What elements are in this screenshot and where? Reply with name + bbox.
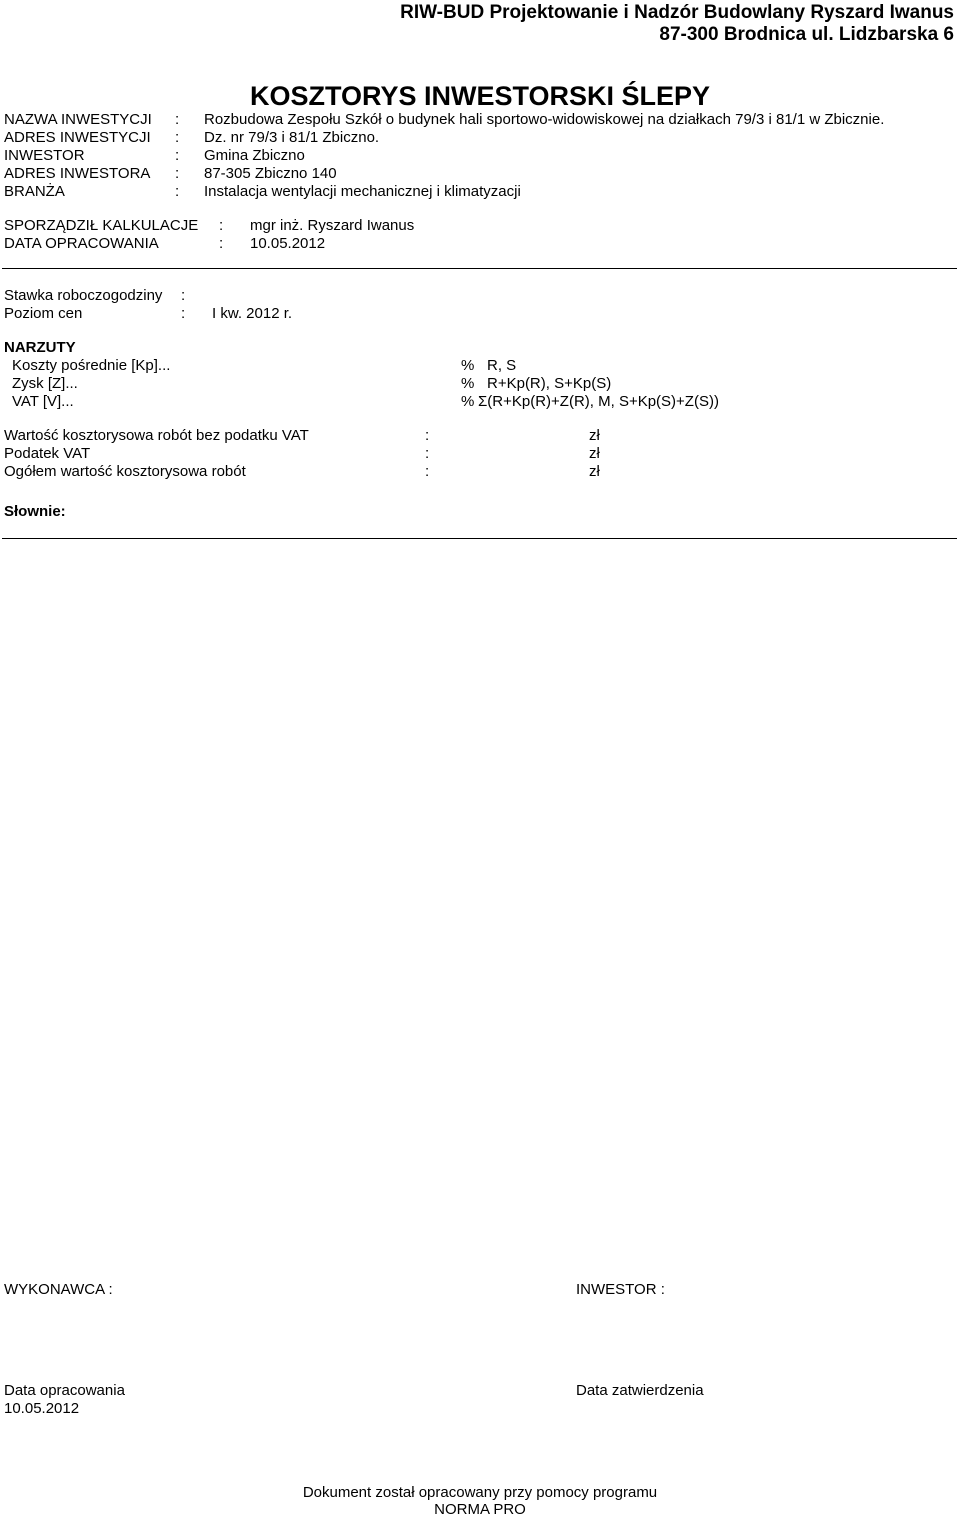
divider-bottom — [2, 538, 957, 539]
footer-program: NORMA PRO — [434, 1501, 526, 1518]
net-value-currency: zł — [589, 427, 600, 444]
contractor-label: WYKONAWCA : — [4, 1281, 113, 1298]
investment-name-sep: : — [175, 111, 180, 128]
prepared-date-value: 10.05.2012 — [250, 235, 326, 252]
net-value-label: Wartość kosztorysowa robót bez podatku VAT — [4, 427, 309, 444]
hourly-rate-sep: : — [181, 287, 186, 304]
vat-label: VAT [V]... — [12, 393, 74, 410]
vat-unit: % — [461, 393, 475, 410]
net-value-sep: : — [425, 427, 430, 444]
branch-value: Instalacja wentylacji mechanicznej i klimatyzacji — [204, 183, 521, 200]
document-title: KOSZTORYS INWESTORSKI ŚLEPY — [249, 81, 711, 111]
investor-label: INWESTOR — [4, 147, 85, 164]
indirect-costs-label: Koszty pośrednie [Kp]... — [12, 357, 171, 374]
vat-tax-currency: zł — [589, 445, 600, 462]
in-words-label: Słownie: — [4, 503, 66, 520]
investment-address-label: ADRES INWESTYCJI — [4, 129, 151, 146]
total-value-sep: : — [425, 463, 430, 480]
investment-name-value: Rozbudowa Zespołu Szkół o budynek hali sportowo-widowiskowej na działkach 79/3 i 81/1 w Zbicznie. — [204, 111, 885, 128]
investor-address-sep: : — [175, 165, 180, 182]
price-level-sep: : — [181, 305, 186, 322]
investor-sep: : — [175, 147, 180, 164]
approval-date-label: Data zatwierdzenia — [576, 1382, 704, 1399]
hourly-rate-label: Stawka roboczogodziny — [4, 287, 163, 304]
surcharges-heading: NARZUTY — [4, 339, 76, 356]
profit-unit: % — [461, 375, 475, 392]
prepared-date-sep: : — [219, 235, 224, 252]
prepared-by-sep: : — [219, 217, 224, 234]
footer-note: Dokument został opracowany przy pomocy programu — [302, 1484, 658, 1501]
vat-tax-label: Podatek VAT — [4, 445, 91, 462]
investor-address-label: ADRES INWESTORA — [4, 165, 151, 182]
total-value-label: Ogółem wartość kosztorysowa robót — [4, 463, 246, 480]
investor-signature-label: INWESTOR : — [576, 1281, 665, 1298]
vat-tax-sep: : — [425, 445, 430, 462]
investment-address-sep: : — [175, 129, 180, 146]
investment-name-label: NAZWA INWESTYCJI — [4, 111, 152, 128]
profit-basis: R+Kp(R), S+Kp(S) — [487, 375, 612, 392]
prepared-by-value: mgr inż. Ryszard Iwanus — [250, 217, 415, 234]
total-value-currency: zł — [589, 463, 600, 480]
profit-label: Zysk [Z]... — [12, 375, 78, 392]
branch-sep: : — [175, 183, 180, 200]
prepared-by-label: SPORZĄDZIŁ KALKULACJE — [4, 217, 199, 234]
company-address: 87-300 Brodnica ul. Lidzbarska 6 — [659, 24, 954, 45]
investment-address-value: Dz. nr 79/3 i 81/1 Zbiczno. — [204, 129, 380, 146]
investor-address-value: 87-305 Zbiczno 140 — [204, 165, 337, 182]
divider-top — [2, 268, 957, 269]
branch-label: BRANŻA — [4, 183, 65, 200]
price-level-value: I kw. 2012 r. — [212, 305, 293, 322]
investor-value: Gmina Zbiczno — [204, 147, 305, 164]
company-name: RIW-BUD Projektowanie i Nadzór Budowlany Ryszard Iwanus — [400, 2, 954, 23]
prepared-date-label: DATA OPRACOWANIA — [4, 235, 159, 252]
vat-basis: Σ(R+Kp(R)+Z(R), M, S+Kp(S)+Z(S)) — [478, 393, 719, 410]
indirect-costs-basis: R, S — [487, 357, 517, 374]
price-level-label: Poziom cen — [4, 305, 83, 322]
prep-date-value: 10.05.2012 — [4, 1400, 80, 1417]
indirect-costs-unit: % — [461, 357, 475, 374]
prep-date-label: Data opracowania — [4, 1382, 125, 1399]
